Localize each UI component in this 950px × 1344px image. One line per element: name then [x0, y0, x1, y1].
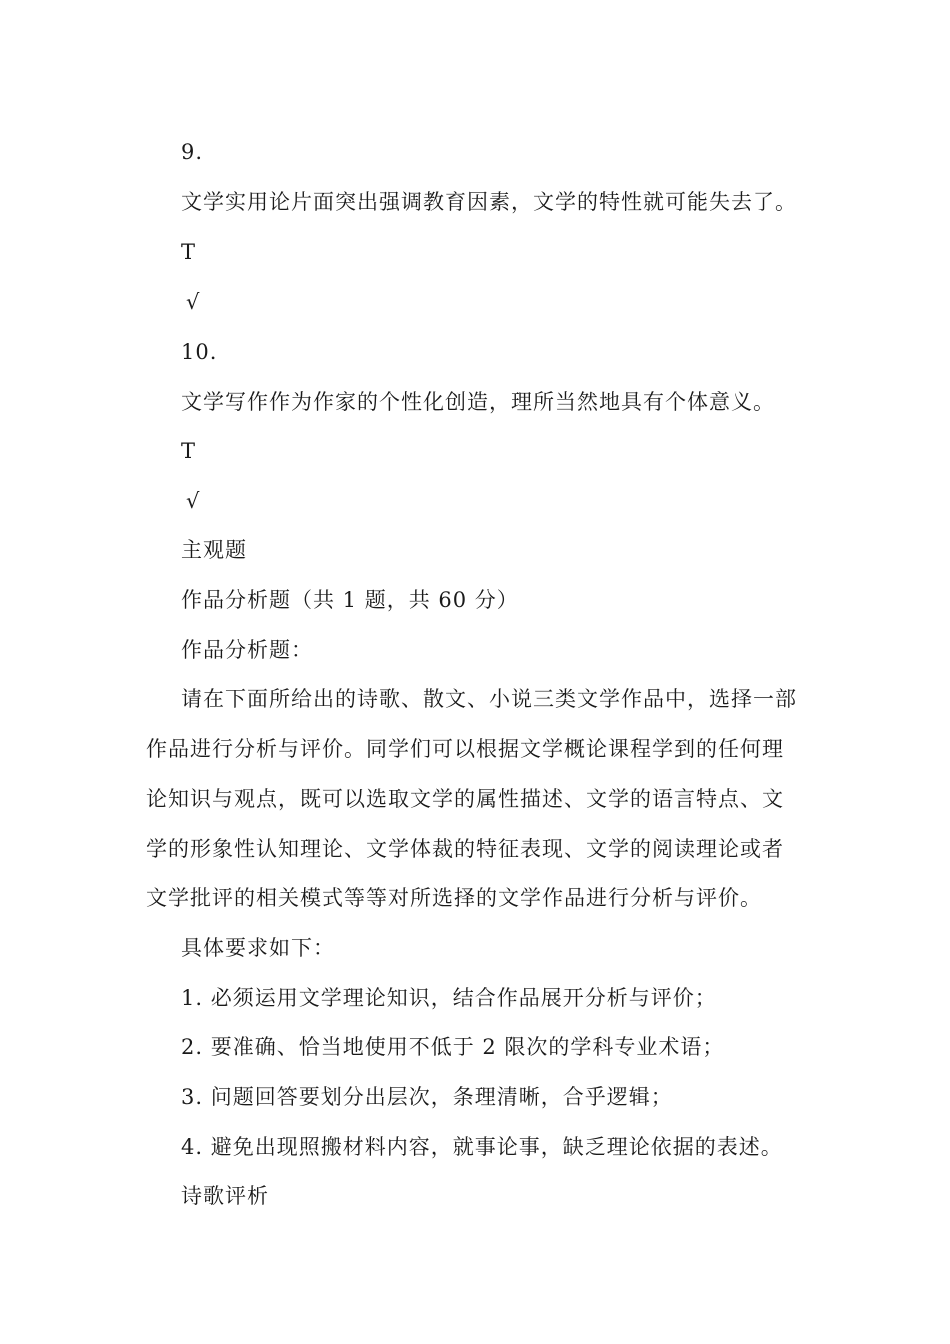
question-statement: 文学写作作为作家的个性化创造，理所当然地具有个体意义。 [181, 390, 775, 414]
requirement-item: 2. 要准确、恰当地使用不低于 2 限次的学科专业术语； [181, 1035, 725, 1059]
requirement-item: 4. 避免出现照搬材料内容，就事论事，缺乏理论依据的表述。 [181, 1135, 783, 1159]
requirement-item: 3. 问题回答要划分出层次，条理清晰，合乎逻辑； [181, 1085, 673, 1109]
requirements-heading: 具体要求如下： [181, 936, 335, 960]
question-heading: 作品分析题： [181, 638, 313, 662]
answer-code: T [181, 439, 197, 463]
answer-code: T [181, 240, 197, 264]
question-number: 10. [181, 340, 218, 364]
requirement-item: 1. 必须运用文学理论知识，结合作品展开分析与评价； [181, 986, 717, 1010]
paragraph-line: 论知识与观点，既可以选取文学的属性描述、文学的语言特点、文 [146, 787, 784, 811]
paragraph-line: 作品进行分析与评价。同学们可以根据文学概论课程学到的任何理 [146, 737, 784, 761]
question-number: 9. [181, 140, 204, 164]
paragraph-line: 请在下面所给出的诗歌、散文、小说三类文学作品中，选择一部 [181, 687, 797, 711]
next-section-title: 诗歌评析 [181, 1184, 269, 1208]
paragraph-line: 学的形象性认知理论、文学体裁的特征表现、文学的阅读理论或者 [146, 837, 784, 861]
question-statement: 文学实用论片面突出强调教育因素，文学的特性就可能失去了。 [181, 190, 797, 214]
paragraph-line: 文学批评的相关模式等等对所选择的文学作品进行分析与评价。 [146, 886, 762, 910]
section-subtitle: 作品分析题（共 1 题，共 60 分） [181, 588, 519, 612]
answer-checkmark: √ [186, 290, 201, 314]
section-title: 主观题 [181, 538, 247, 562]
answer-checkmark: √ [186, 489, 201, 513]
